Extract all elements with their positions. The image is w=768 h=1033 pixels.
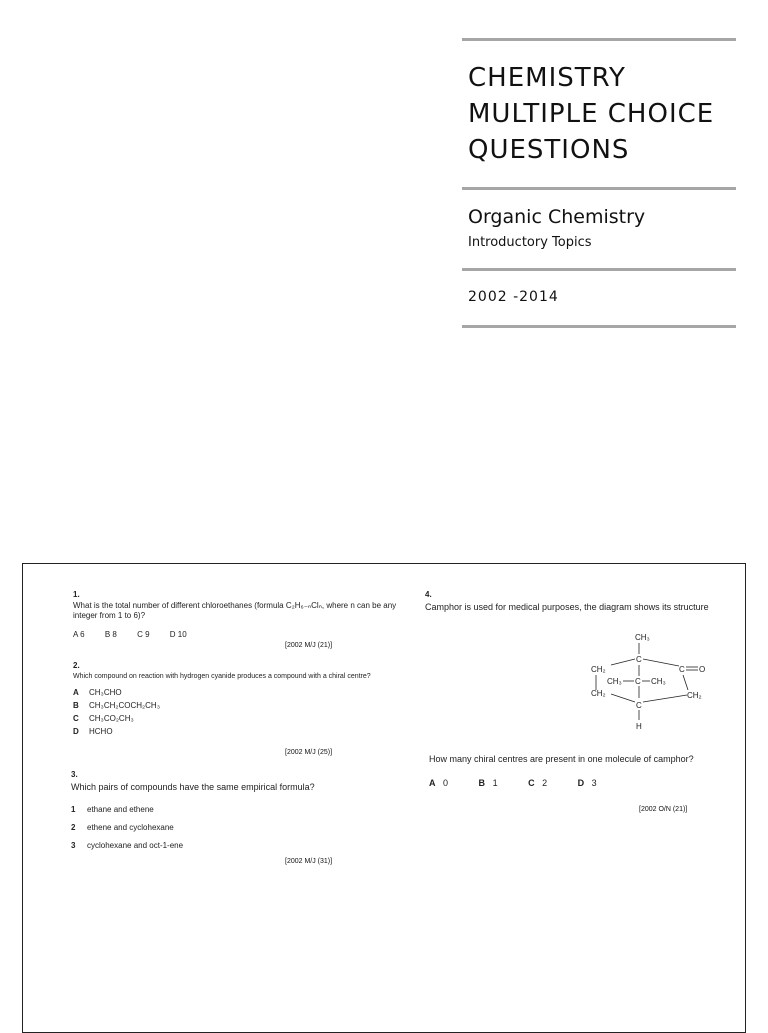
question-2-option-b[interactable]: B CH₃CH₂COCH₂CH₃	[73, 701, 160, 710]
question-4-prompt	[429, 754, 746, 788]
structure-hydrogen: H	[636, 722, 642, 731]
question-2-option-d[interactable]: D HCHO	[73, 727, 113, 736]
question-1-option-b[interactable]: B 8	[104, 630, 117, 639]
question-2-number: 2.	[73, 661, 80, 670]
bond-c-top-right	[643, 659, 679, 666]
structure-c-top: C	[636, 655, 642, 664]
cover-title-line-1: CHEMISTRY	[468, 63, 626, 93]
question-2-text: Which compound on reaction with hydrogen cyanide produces a compound with a chiral centre?	[73, 673, 371, 680]
question-4-reference: [2002 O/N (21)]	[639, 806, 688, 813]
cover-rule-bottom	[462, 325, 736, 328]
question-4-option-a[interactable]: A 0	[429, 778, 449, 788]
question-sheet	[22, 563, 746, 1033]
question-3-text: Which pairs of compounds have the same empirical formula?	[71, 782, 315, 792]
question-4-number: 4.	[425, 590, 432, 599]
question-2-option-c[interactable]: C CH₃CO₂CH₃	[73, 714, 134, 723]
bond-bottom-left	[611, 694, 635, 702]
question-1	[73, 590, 398, 639]
question-1-option-d[interactable]: D 10	[169, 630, 187, 639]
structure-c-carbonyl: C	[679, 665, 685, 674]
cover-rule-top	[462, 38, 736, 41]
question-3	[71, 770, 401, 855]
question-1-option-c[interactable]: C 9	[137, 630, 150, 639]
cover-subtopic: Introductory Topics	[468, 235, 592, 250]
cover-years: 2002 -2014	[468, 289, 559, 305]
bond-bottom-right	[643, 695, 687, 702]
bond-right-vertical	[683, 675, 688, 690]
question-4-option-b[interactable]: B 1	[478, 778, 498, 788]
camphor-structure-diagram	[583, 628, 743, 740]
question-2	[73, 661, 403, 738]
cover-rule-2	[462, 187, 736, 190]
cover-rule-3	[462, 268, 736, 271]
question-3-reference: [2002 M/J (31)]	[285, 858, 333, 865]
structure-ch2-left-bottom: CH₂	[591, 689, 606, 698]
structure-mid-ch3-right: CH₃	[651, 677, 666, 686]
bond-c-top-left	[611, 659, 635, 665]
question-1-text: What is the total number of different chloroethanes (formula C₂H₆₋ₙClₙ, where n can be any integer from 1 to 6)?	[73, 601, 397, 620]
question-4-options	[429, 778, 746, 788]
question-3-item-3: 3 cyclohexane and oct-1-ene	[71, 841, 184, 850]
structure-c-bottom: C	[636, 701, 642, 710]
structure-ch2-left-top: CH₂	[591, 665, 606, 674]
structure-c-mid: C	[635, 677, 641, 686]
cover-title-line-2: MULTIPLE CHOICE	[468, 99, 715, 129]
question-3-number: 3.	[71, 770, 78, 779]
question-3-item-1: 1 ethane and ethene	[71, 805, 154, 814]
cover-title	[468, 60, 714, 168]
structure-ch3-top: CH₃	[635, 633, 650, 642]
cover-subject: Organic Chemistry	[468, 206, 646, 228]
question-4-question: How many chiral centres are present in one molecule of camphor?	[429, 754, 694, 764]
question-1-options	[73, 630, 398, 639]
question-1-reference: [2002 M/J (21)]	[285, 642, 333, 649]
question-1-number: 1.	[73, 590, 80, 599]
question-2-reference: [2002 M/J (25)]	[285, 749, 333, 756]
cover-title-line-3: QUESTIONS	[468, 135, 630, 165]
structure-mid-ch3-left: CH₃	[607, 677, 622, 686]
structure-oxygen: O	[699, 665, 706, 674]
question-4-option-c[interactable]: C 2	[528, 778, 548, 788]
question-3-item-2: 2 ethene and cyclohexane	[71, 823, 174, 832]
question-1-option-a[interactable]: A 6	[73, 630, 85, 639]
question-4	[425, 590, 746, 612]
structure-ch2-right: CH₂	[687, 691, 702, 700]
question-4-option-d[interactable]: D 3	[577, 778, 597, 788]
question-2-option-a[interactable]: A CH₃CHO	[73, 688, 122, 697]
question-4-text: Camphor is used for medical purposes, the diagram shows its structure	[425, 602, 709, 612]
